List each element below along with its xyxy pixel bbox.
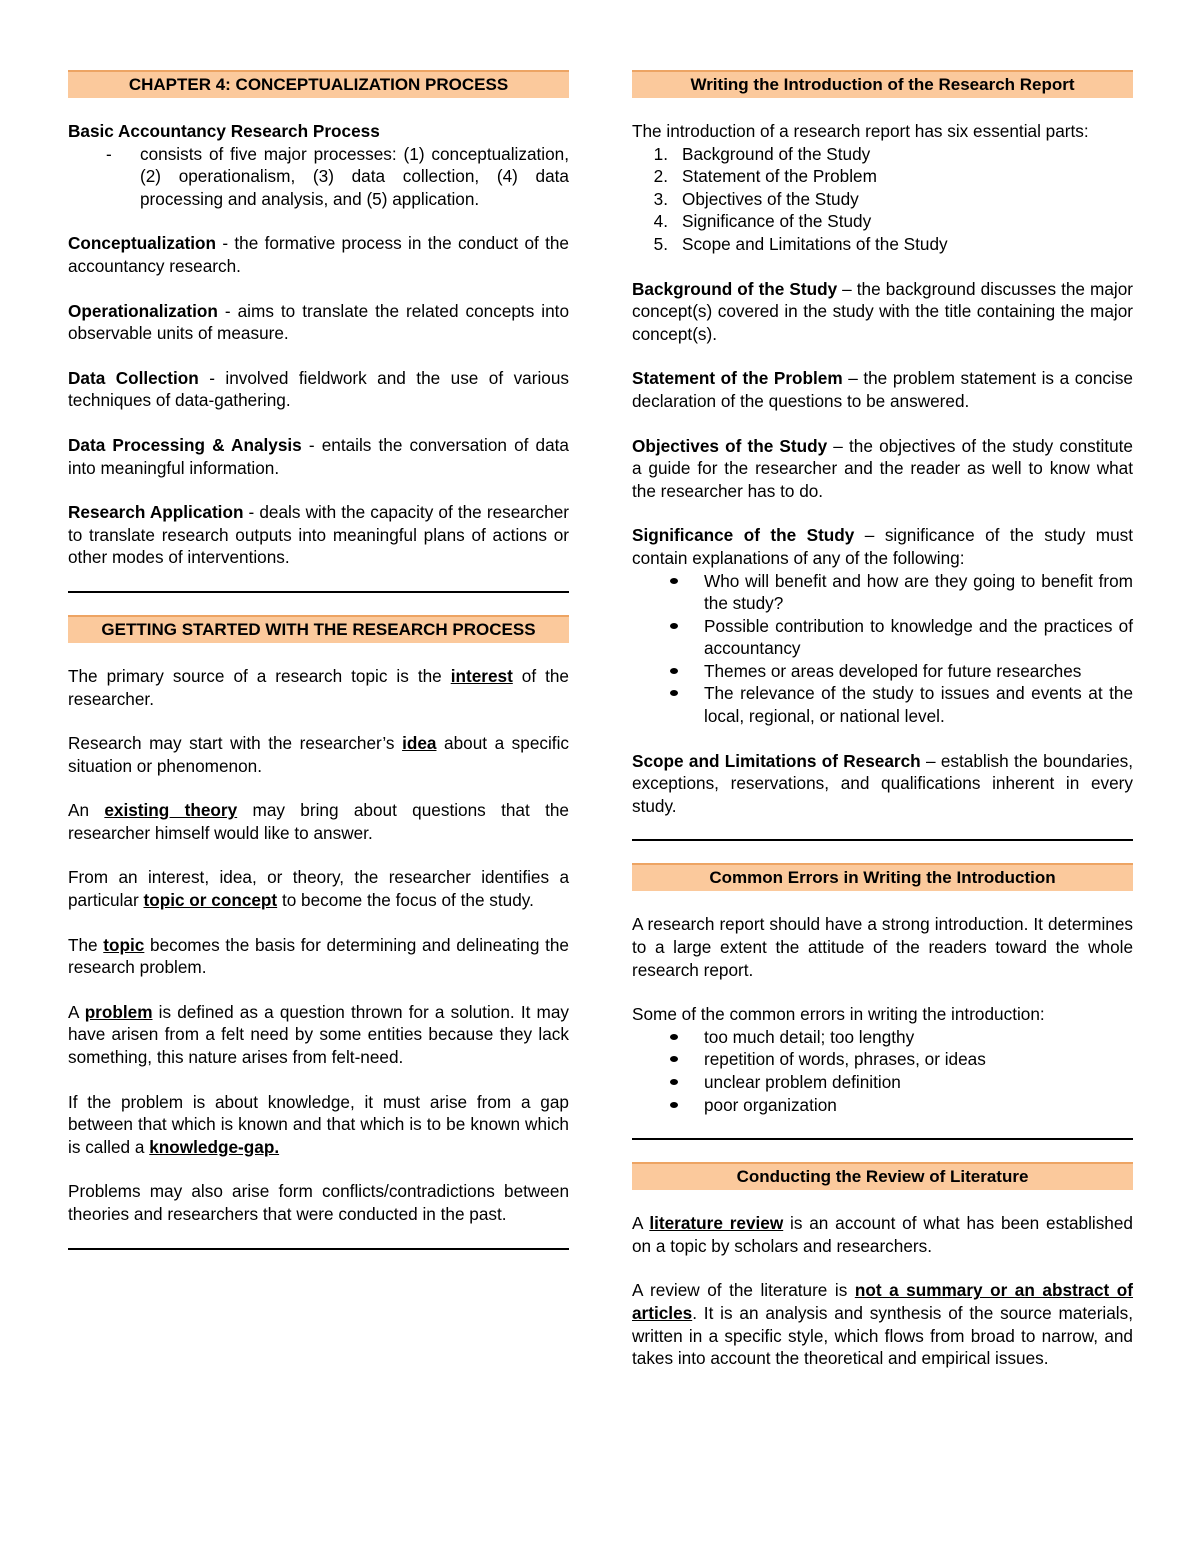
existing-theory-keyword: existing theory	[104, 800, 238, 821]
objectives-term: Objectives of the Study	[632, 435, 828, 456]
bullet-icon	[632, 615, 704, 660]
data-processing-paragraph: Data Processing & Analysis - entails the conversation of data into meaningful information.	[68, 434, 569, 478]
list-item: Possible contribution to knowledge and the practices of accountancy	[632, 615, 1133, 660]
section-divider	[632, 839, 1133, 841]
data-collection-paragraph: Data Collection - involved fieldwork and the use of various techniques of data-gathering.	[68, 367, 569, 411]
idea-keyword: idea	[402, 733, 437, 754]
list-item: The relevance of the study to issues and events at the local, regional, or national level.	[632, 682, 1133, 727]
operationalization-term: Operationalization	[68, 300, 218, 321]
interest-keyword: interest	[450, 665, 513, 686]
common-errors-title: Common Errors in Writing the Introduction	[632, 863, 1133, 891]
conflicts-paragraph: Problems may also arise form conflicts/contradictions between theories and researchers that were conducted in the past.	[68, 1181, 569, 1224]
topic-basis-paragraph: The topic becomes the basis for determining and delineating the research problem.	[68, 934, 569, 978]
knowledge-gap-paragraph: If the problem is about knowledge, it must arise from a gap between that which is known and that which is to be known which is called a knowledge-gap.	[68, 1091, 569, 1157]
significance-bullet-list	[632, 570, 1133, 728]
list-item: unclear problem definition	[632, 1071, 1133, 1094]
conceptualization-term: Conceptualization	[68, 233, 217, 254]
scope-paragraph: Scope and Limitations of Research – establish the boundaries, exceptions, reservations, and qualifications inherent in every study.	[632, 750, 1133, 816]
list-item: too much detail; too lengthy	[632, 1026, 1133, 1049]
topic-concept-paragraph: From an interest, idea, or theory, the researcher identifies a particular topic or concept to become the focus of the study.	[68, 867, 569, 911]
dash-marker: -	[106, 143, 112, 164]
knowledge-gap-keyword: knowledge-gap.	[149, 1136, 280, 1157]
section-divider	[68, 591, 569, 593]
theory-paragraph: An existing theory may bring about questions that the researcher himself would like to answer.	[68, 800, 569, 843]
list-item: poor organization	[632, 1094, 1133, 1117]
topic-keyword: topic	[103, 934, 145, 955]
topic-concept-keyword: topic or concept	[143, 890, 278, 911]
not-summary-keyword: not a summary or an abstract of articles	[632, 1280, 1134, 1323]
problem-statement-paragraph: Statement of the Problem – the problem statement is a concise declaration of the questions to be answered.	[632, 368, 1133, 411]
data-collection-term: Data Collection	[68, 367, 199, 388]
list-item: 1. Background of the Study	[653, 143, 871, 164]
intro-section-title: Writing the Introduction of the Research Report	[632, 70, 1133, 98]
bullet-icon	[632, 570, 704, 615]
idea-paragraph: Research may start with the researcher’s idea about a specific situation or phenomenon.	[68, 733, 569, 776]
bullet-icon	[632, 1094, 704, 1117]
bullet-icon	[632, 1026, 704, 1049]
chapter-title: CHAPTER 4: CONCEPTUALIZATION PROCESS	[68, 70, 569, 98]
interest-paragraph: The primary source of a research topic is the interest of the researcher.	[68, 665, 569, 709]
data-processing-term: Data Processing & Analysis	[68, 434, 302, 455]
background-paragraph: Background of the Study – the background discusses the major concept(s) covered in the study with the title containing the major concept(s).	[632, 278, 1133, 344]
problem-paragraph: A problem is defined as a question thrown for a solution. It may have arisen from a felt need by some entities because they lack something, this nature arises from felt-need.	[68, 1001, 570, 1068]
significance-term: Significance of the Study	[632, 525, 855, 546]
errors-intro-paragraph: A research report should have a strong introduction. It determines to a large extent the attitude of the readers toward the whole research report.	[632, 914, 1133, 980]
literature-review-title: Conducting the Review of Literature	[632, 1162, 1133, 1190]
errors-bullet-list	[632, 1026, 1133, 1116]
background-term: Background of the Study	[632, 278, 838, 299]
intro-lead-paragraph: The introduction of a research report has six essential parts:	[632, 121, 1089, 141]
right-column	[632, 70, 1133, 1370]
research-application-term: Research Application	[68, 502, 244, 523]
bullet-icon	[632, 1048, 704, 1071]
bullet-icon	[632, 1071, 704, 1094]
section-divider	[68, 1248, 569, 1250]
errors-lead-paragraph: Some of the common errors in writing the introduction:	[632, 1004, 1045, 1025]
basic-process-heading: Basic Accountancy Research Process	[68, 121, 380, 141]
significance-paragraph: Significance of the Study – significance of the study must contain explanations of any of the following:	[632, 525, 1133, 568]
bullet-icon	[632, 682, 704, 727]
list-item: Themes or areas developed for future researches	[632, 660, 1133, 683]
literature-analysis-paragraph: A review of the literature is not a summary or an abstract of articles. It is an analysis and synthesis of the source materials, written in a specific style, which flows from broad to narrow, and takes into account the theoretical and empirical issues.	[632, 1280, 1134, 1369]
scope-term: Scope and Limitations of Research	[632, 750, 921, 771]
operationalization-paragraph: Operationalization - aims to translate the related concepts into observable units of measure.	[68, 300, 569, 344]
list-item: 2. Statement of the Problem	[653, 166, 877, 187]
basic-process-item	[68, 143, 569, 211]
problem-keyword: problem	[84, 1001, 153, 1022]
objectives-paragraph: Objectives of the Study – the objectives of the study constitute a guide for the researcher and the reader as well to know what the researcher has to do.	[632, 435, 1133, 501]
getting-started-title: GETTING STARTED WITH THE RESEARCH PROCESS	[68, 615, 569, 643]
conceptualization-paragraph: Conceptualization - the formative process in the conduct of the accountancy research.	[68, 233, 569, 276]
literature-review-keyword: literature review	[649, 1213, 784, 1234]
bullet-icon	[632, 660, 704, 683]
literature-review-paragraph: A literature review is an account of what has been established on a topic by scholars and researchers.	[632, 1213, 1133, 1256]
left-column	[68, 70, 569, 1250]
research-application-paragraph: Research Application - deals with the capacity of the researcher to translate research outputs into meaningful plans of actions or other modes of interventions.	[68, 502, 569, 568]
list-item: repetition of words, phrases, or ideas	[632, 1048, 1133, 1071]
list-item: 5. Scope and Limitations of the Study	[653, 233, 948, 254]
problem-statement-term: Statement of the Problem	[632, 368, 843, 389]
list-item: 3. Objectives of the Study	[653, 188, 859, 209]
basic-process-text: consists of five major processes: (1) conceptualization, (2) operationalism, (3) data collection, (4) data processing and analysis, and (5) application.	[140, 143, 569, 209]
intro-parts-list	[632, 143, 1133, 256]
section-divider	[632, 1138, 1133, 1140]
list-item: Who will benefit and how are they going to benefit from the study?	[632, 570, 1133, 615]
list-item: 4. Significance of the Study	[653, 211, 872, 232]
